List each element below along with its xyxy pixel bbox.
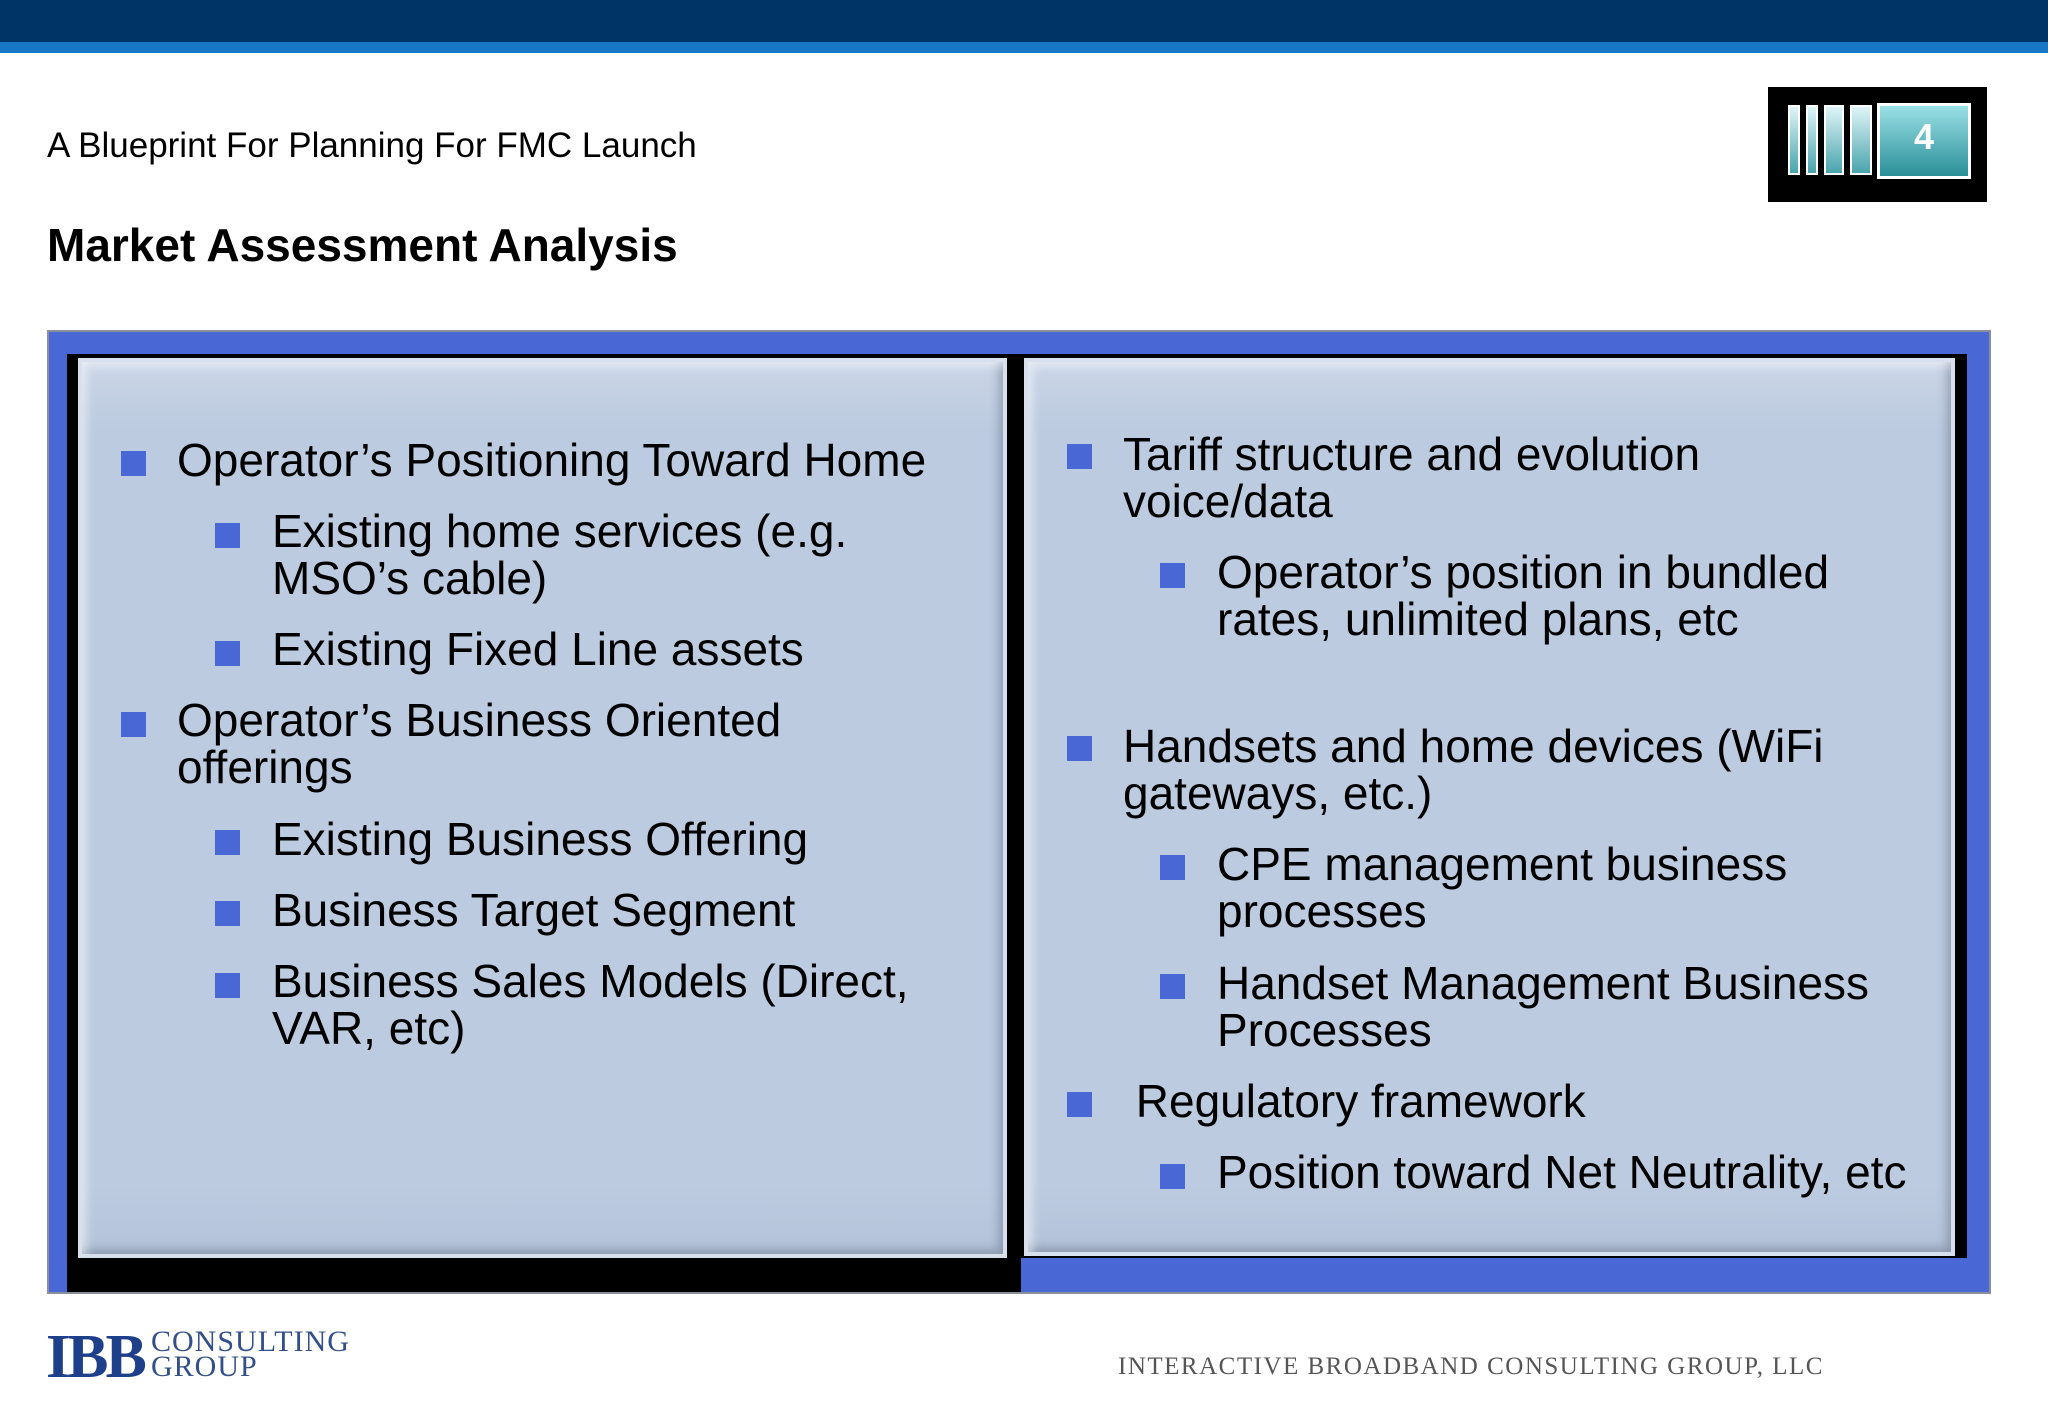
bullet-line: Business Target Segment [272,884,796,936]
bullet-icon [1067,736,1092,761]
bullet-icon [121,451,146,476]
bullet-item [177,694,782,793]
bullet-item [272,623,804,675]
bullet-line: Existing home services (e.g. [272,505,848,557]
bullet-icon [1067,444,1092,469]
bullet-line: Operator’s position in bundled [1217,546,1830,598]
left-panel [78,358,1007,1258]
ibb-logo: IBB [46,1323,144,1391]
footer-company: INTERACTIVE BROADBAND CONSULTING GROUP, LLC [1118,1353,1824,1380]
bullet-line: rates, unlimited plans, etc [1217,593,1739,645]
bullet-line: Tariff structure and evolution [1123,428,1701,480]
section-badge [1768,87,1987,202]
bullet-line: VAR, etc) [272,1002,466,1054]
right-panel [1024,358,1955,1256]
bullet-line: Position toward Net Neutrality, etc [1217,1146,1907,1198]
badge-bar [1824,105,1844,175]
bullet-line: offerings [177,741,353,793]
bullet-line: Regulatory framework [1123,1075,1586,1127]
bullet-line: voice/data [1123,475,1333,527]
slide-title: Market Assessment Analysis [47,219,678,271]
bullet-item [272,813,809,865]
bullet-item [1217,838,1788,937]
bullet-line: Handset Management Business [1217,957,1870,1009]
header-stripe [0,42,2048,53]
bullet-item [272,884,796,936]
bullet-icon [215,901,240,926]
bullet-icon [1160,563,1185,588]
badge-number: 4 [1913,116,1935,157]
badge-number-tile [1877,103,1971,179]
bullet-line: Operator’s Business Oriented [177,694,782,746]
bullet-line: CPE management business [1217,838,1788,890]
bullet-item [1217,957,1870,1056]
bullet-icon [1067,1092,1092,1117]
bullet-icon [215,641,240,666]
badge-bar [1850,105,1872,175]
bullet-line: processes [1217,885,1427,937]
bullet-item [1123,428,1701,527]
bullet-item [1217,546,1830,645]
bullet-item [177,434,927,486]
bullet-line: Existing Fixed Line assets [272,623,804,675]
bullet-line: Operator’s Positioning Toward Home [177,434,927,486]
bullet-icon [215,830,240,855]
bullet-item [1123,720,1824,819]
logo-line-group: GROUP [151,1350,258,1383]
bullet-item [1217,1146,1907,1198]
bullet-line: Processes [1217,1004,1432,1056]
slide-subtitle: A Blueprint For Planning For FMC Launch [47,126,697,165]
badge-bar [1788,105,1800,175]
bullet-line: Existing Business Offering [272,813,809,865]
bullet-line: Business Sales Models (Direct, [272,955,909,1007]
bullet-line: gateways, etc.) [1123,767,1433,819]
bullet-item [1123,1075,1586,1127]
bullet-icon [215,973,240,998]
bullet-line: Handsets and home devices (WiFi [1123,720,1824,772]
bullet-icon [121,712,146,737]
bullet-icon [1160,974,1185,999]
bullet-icon [215,523,240,548]
frame-blue-fill [1021,1258,1967,1292]
bullet-icon [1160,1164,1185,1189]
bullet-line: MSO’s cable) [272,552,548,604]
bullet-item [272,505,848,604]
bullet-icon [1160,855,1185,880]
badge-bar [1806,105,1818,175]
header-band [0,0,2048,42]
bullet-item [272,955,909,1054]
logo-line-consulting: CONSULTING [151,1325,350,1358]
